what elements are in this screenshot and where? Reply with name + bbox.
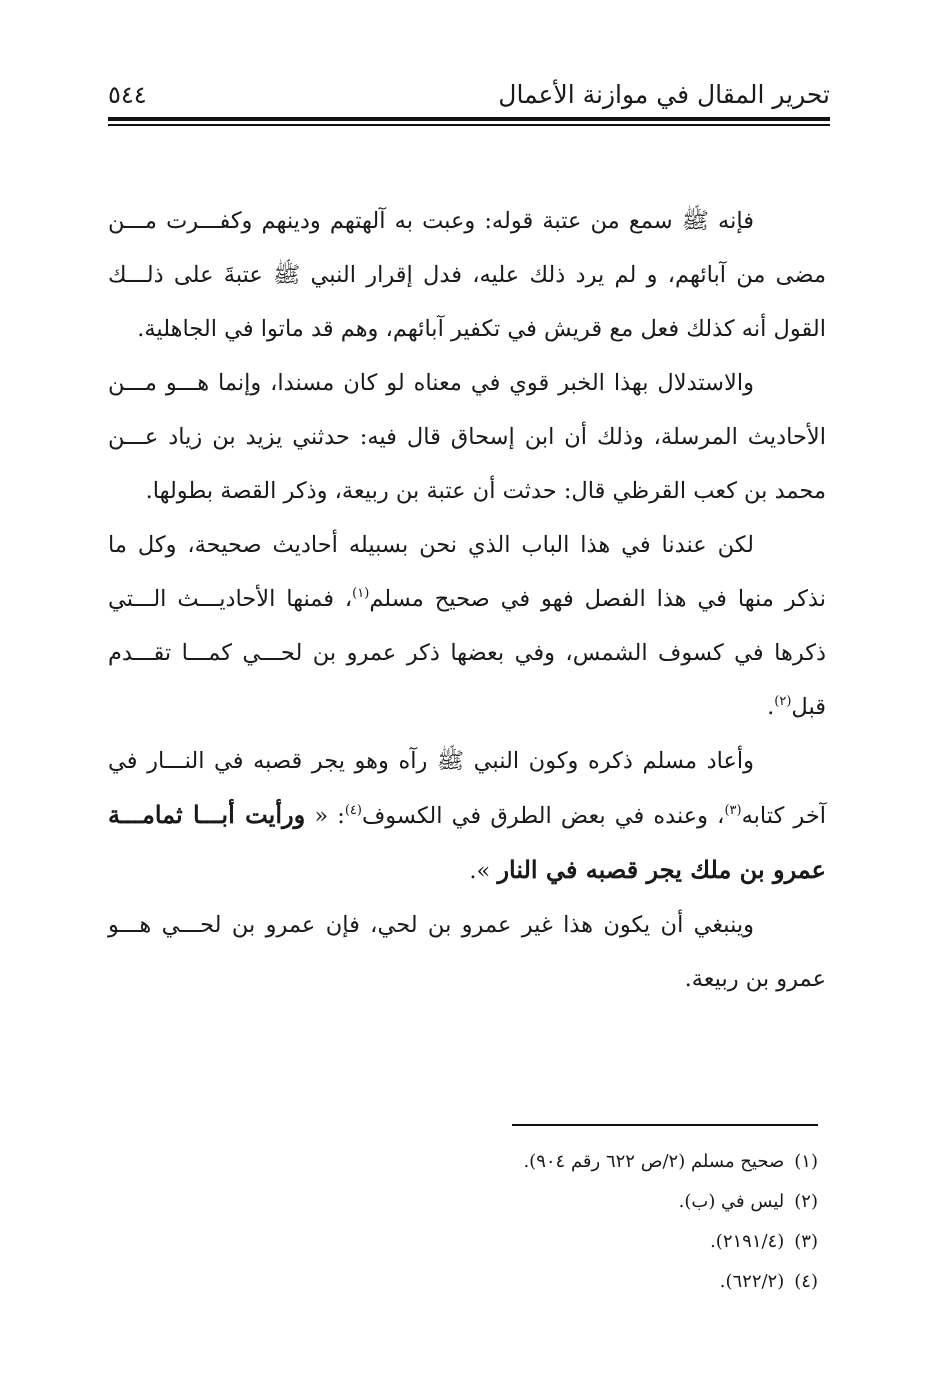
footnote-item — [523, 1262, 818, 1302]
footnote-number: (١) — [794, 1151, 818, 1172]
footnote-number: (٤) — [794, 1271, 818, 1292]
paragraph — [108, 518, 826, 734]
text-run: . — [767, 694, 775, 720]
text-run: وأعاد مسلم ذكره وكون النبي ﷺ رآه وهو يجر قصبه في النـــار في آخر كتابه — [108, 748, 826, 829]
footnote-text: صحيح مسلم (٢/ص ٦٢٢ رقم ٩٠٤). — [523, 1151, 785, 1172]
footnote-item — [523, 1142, 818, 1182]
text-run: وينبغي أن يكون هذا غير عمرو بن لحي، فإن عمرو بن لحـــي هـــو عمرو بن ربيعة. — [108, 912, 826, 992]
running-header — [108, 78, 830, 114]
header-rule-thin — [108, 124, 830, 126]
footnote-number: (٢) — [794, 1191, 818, 1212]
header-rule-thick — [108, 117, 830, 121]
main-text — [108, 194, 826, 1006]
text-run: ». — [469, 858, 498, 884]
footnote-text: (٦٢٢/٢). — [719, 1271, 785, 1292]
footnote-separator — [512, 1124, 818, 1126]
footnote-text: (٢١٩١/٤). — [710, 1231, 785, 1252]
text-run: ، وعنده في بعض الطرق في الكسوف — [361, 803, 725, 829]
footnote-item — [523, 1222, 818, 1262]
paragraph — [108, 194, 826, 356]
footnotes — [523, 1142, 818, 1302]
footnote-number: (٣) — [794, 1231, 818, 1252]
text-run: : « — [305, 803, 345, 829]
footnote-ref: (٢) — [774, 694, 792, 709]
text-run: لكن عندنا في هذا الباب الذي نحن بسبيله أحاديث صحيحة، وكل ما نذكر منها في هذا الفصل فهو في صحيح مسلم — [108, 532, 826, 612]
footnote-ref: (١) — [352, 586, 370, 601]
paragraph — [108, 356, 826, 518]
paragraph — [108, 898, 826, 1006]
footnote-text: ليس في (ب). — [678, 1191, 785, 1212]
text-run: ، فمنها الأحاديـــث الـــتي ذكرها في كسوف الشمس، وفي بعضها ذكر عمرو بن لحـــي كمـــا تقـــدم قبل — [108, 586, 826, 720]
paragraph — [108, 734, 826, 898]
header-title: تحرير المقال في موازنة الأعمال — [498, 80, 830, 109]
footnote-ref: (٤) — [344, 803, 362, 818]
text-run: فإنه ﷺ سمع من عتبة قوله: وعبت به آلهتهم ودينهم وكفـــرت مـــن مضى من آبائهم، و لم يرد ذلك عليه، فدل إقرار النبي ﷺ عتبةَ على ذلـــك القول أنه كذلك فعل مع قريش في تكفير آبائهم، وهم قد ماتوا في الجاهلية. — [108, 208, 826, 342]
text-run: والاستدلال بهذا الخبر قوي في معناه لو كان مسندا، وإنما هـــو مـــن الأحاديث المرسلة، وذلك أن ابن إسحاق قال فيه: حدثني يزيد بن زياد عـــن محمد بن كعب القرظي قال: حدثت أن عتبة بن ربيعة، وذكر القصة بطولها. — [108, 370, 826, 504]
footnote-ref: (٣) — [724, 803, 742, 818]
bold-quote: ورأيت أبـــا ثمامـــة عمرو بن ملك يجر قصبه في النار — [108, 800, 826, 884]
footnote-item — [523, 1182, 818, 1222]
page-number: ٥٤٤ — [108, 81, 147, 109]
